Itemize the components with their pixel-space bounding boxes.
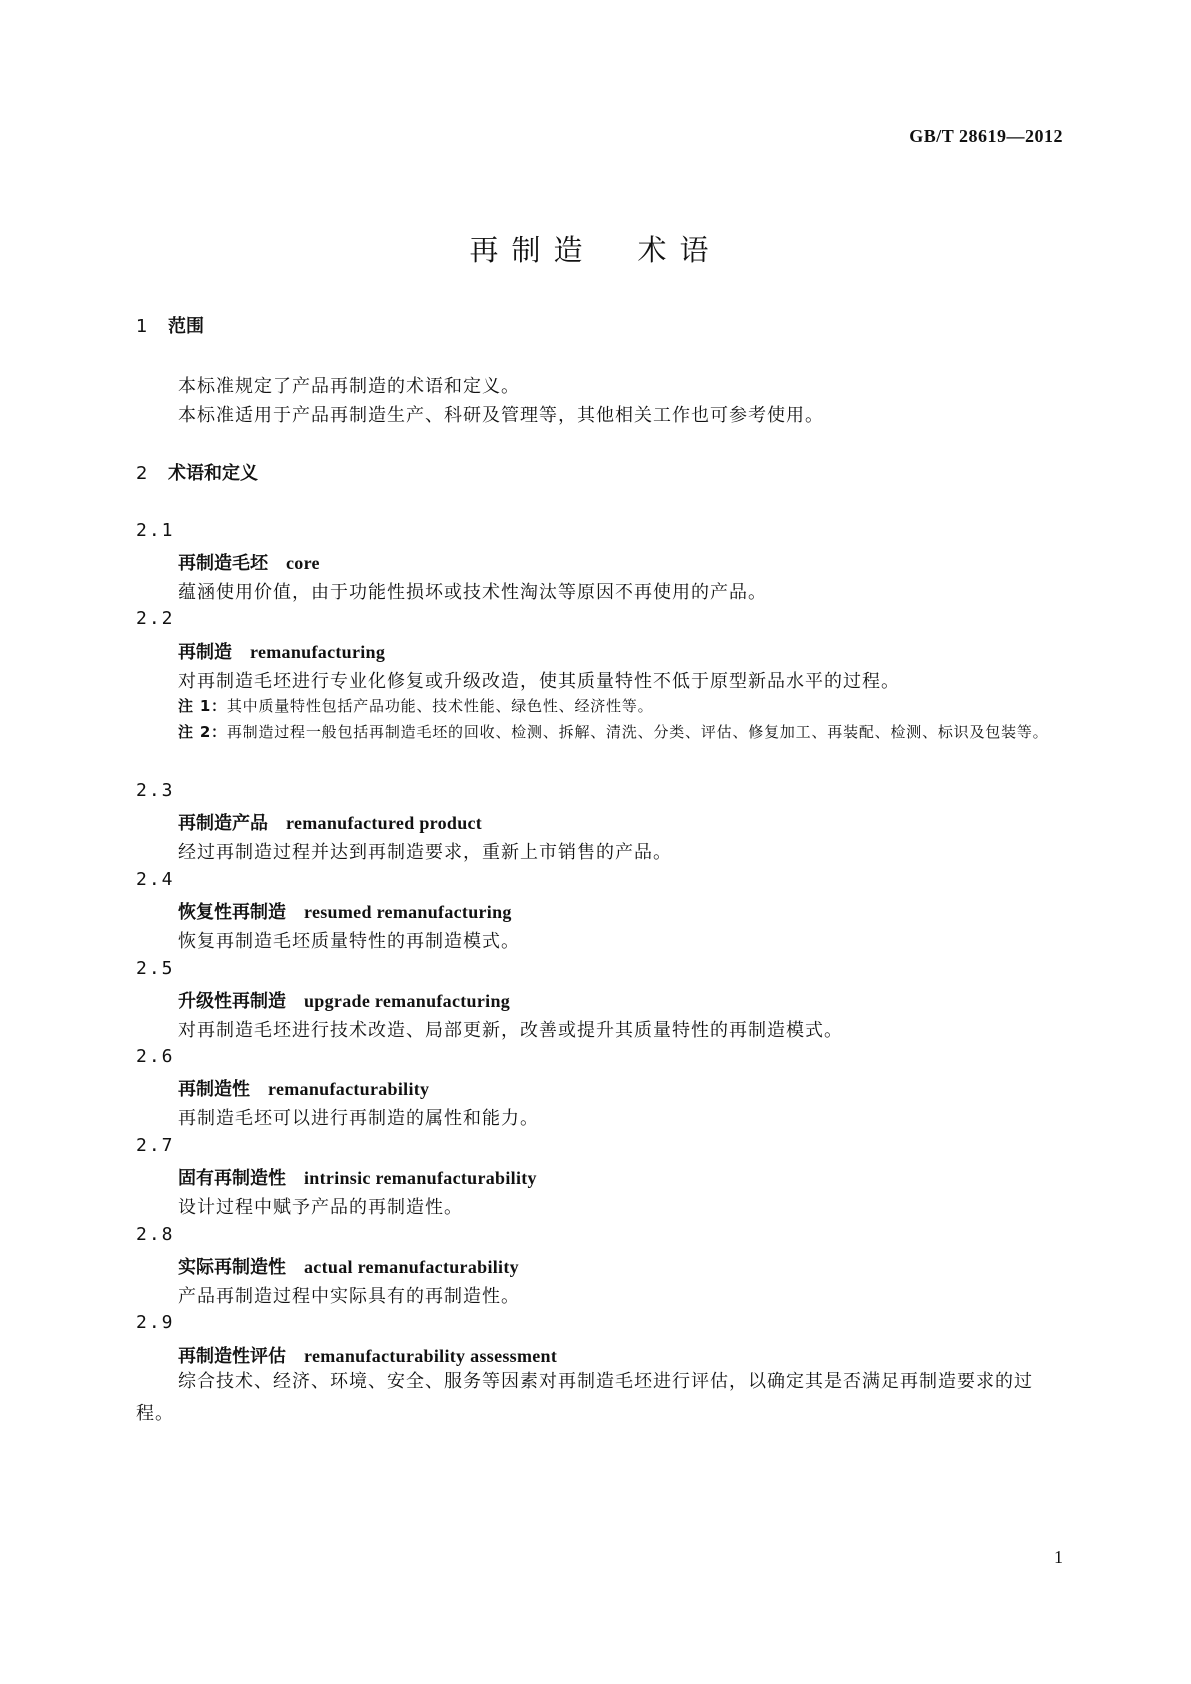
term-english: actual remanufacturability — [304, 1257, 519, 1277]
term-number: 2.8 — [136, 1224, 175, 1245]
section-title: 术语和定义 — [168, 463, 258, 484]
term-chinese: 恢复性再制造 — [178, 902, 286, 923]
term-heading — [178, 549, 320, 575]
term-definition: 综合技术、经济、环境、安全、服务等因素对再制造毛坯进行评估，以确定其是否满足再制造要求的过程。 — [136, 1371, 1033, 1424]
term-english: upgrade remanufacturing — [304, 991, 511, 1011]
term-heading — [178, 809, 482, 835]
term-definition: 再制造毛坯可以进行再制造的属性和能力。 — [178, 1108, 539, 1129]
term-heading — [178, 898, 512, 924]
term-heading — [178, 1342, 557, 1368]
scope-paragraph-1: 本标准规定了产品再制造的术语和定义。 — [178, 376, 520, 397]
term-number: 2.7 — [136, 1135, 175, 1156]
term-note — [178, 693, 1058, 720]
term-definition: 设计过程中赋予产品的再制造性。 — [178, 1197, 463, 1218]
note-label: 注 2： — [178, 723, 227, 741]
term-english: remanufactured product — [286, 813, 483, 833]
term-definition: 产品再制造过程中实际具有的再制造性。 — [178, 1286, 520, 1307]
document-title: 再制造 术语 — [469, 233, 722, 267]
term-definition: 对再制造毛坯进行专业化修复或升级改造，使其质量特性不低于原型新品水平的过程。 — [178, 671, 900, 692]
section-number: 1 — [136, 316, 148, 337]
term-number: 2.6 — [136, 1046, 175, 1067]
term-number: 2.5 — [136, 958, 175, 979]
term-chinese: 再制造性评估 — [178, 1346, 286, 1367]
term-chinese: 再制造 — [178, 642, 232, 663]
term-chinese: 实际再制造性 — [178, 1257, 286, 1278]
term-english: remanufacturability — [268, 1079, 430, 1099]
term-heading — [178, 1075, 429, 1101]
term-english: intrinsic remanufacturability — [304, 1168, 537, 1188]
note-text: 再制造过程一般包括再制造毛坯的回收、检测、拆解、清洗、分类、评估、修复加工、再装配、检测、标识及包装等。 — [226, 723, 1049, 741]
note-text: 其中质量特性包括产品功能、技术性能、绿色性、经济性等。 — [226, 697, 654, 715]
term-english: core — [286, 553, 320, 573]
term-heading — [178, 1253, 519, 1279]
term-definition: 恢复再制造毛坯质量特性的再制造模式。 — [178, 931, 520, 952]
term-definition: 蕴涵使用价值，由于功能性损坏或技术性淘汰等原因不再使用的产品。 — [178, 582, 767, 603]
term-heading — [178, 638, 385, 664]
section-heading-scope — [136, 312, 204, 338]
standard-number: GB/T 28619—2012 — [909, 126, 1063, 146]
term-chinese: 再制造性 — [178, 1079, 250, 1100]
term-note — [178, 719, 1104, 746]
term-chinese: 再制造产品 — [178, 813, 268, 834]
term-chinese: 固有再制造性 — [178, 1168, 286, 1189]
scope-paragraph-2: 本标准适用于产品再制造生产、科研及管理等，其他相关工作也可参考使用。 — [178, 405, 824, 426]
term-number: 2.1 — [136, 520, 175, 541]
term-chinese: 升级性再制造 — [178, 991, 286, 1012]
term-chinese: 再制造毛坯 — [178, 553, 268, 574]
term-number: 2.2 — [136, 608, 175, 629]
term-english: resumed remanufacturing — [304, 902, 512, 922]
term-heading — [178, 1164, 537, 1190]
term-definition: 对再制造毛坯进行技术改造、局部更新，改善或提升其质量特性的再制造模式。 — [178, 1020, 843, 1041]
term-english: remanufacturability assessment — [304, 1346, 558, 1366]
term-number: 2.9 — [136, 1312, 175, 1333]
term-heading — [178, 987, 510, 1013]
note-label: 注 1： — [178, 697, 227, 715]
page-number: 1 — [1054, 1547, 1063, 1567]
term-english: remanufacturing — [250, 642, 386, 662]
term-number: 2.3 — [136, 780, 175, 801]
section-number: 2 — [136, 463, 148, 484]
term-definition: 经过再制造过程并达到再制造要求，重新上市销售的产品。 — [178, 842, 672, 863]
section-title: 范围 — [168, 316, 204, 337]
term-number: 2.4 — [136, 869, 175, 890]
section-heading-terms — [136, 459, 258, 485]
